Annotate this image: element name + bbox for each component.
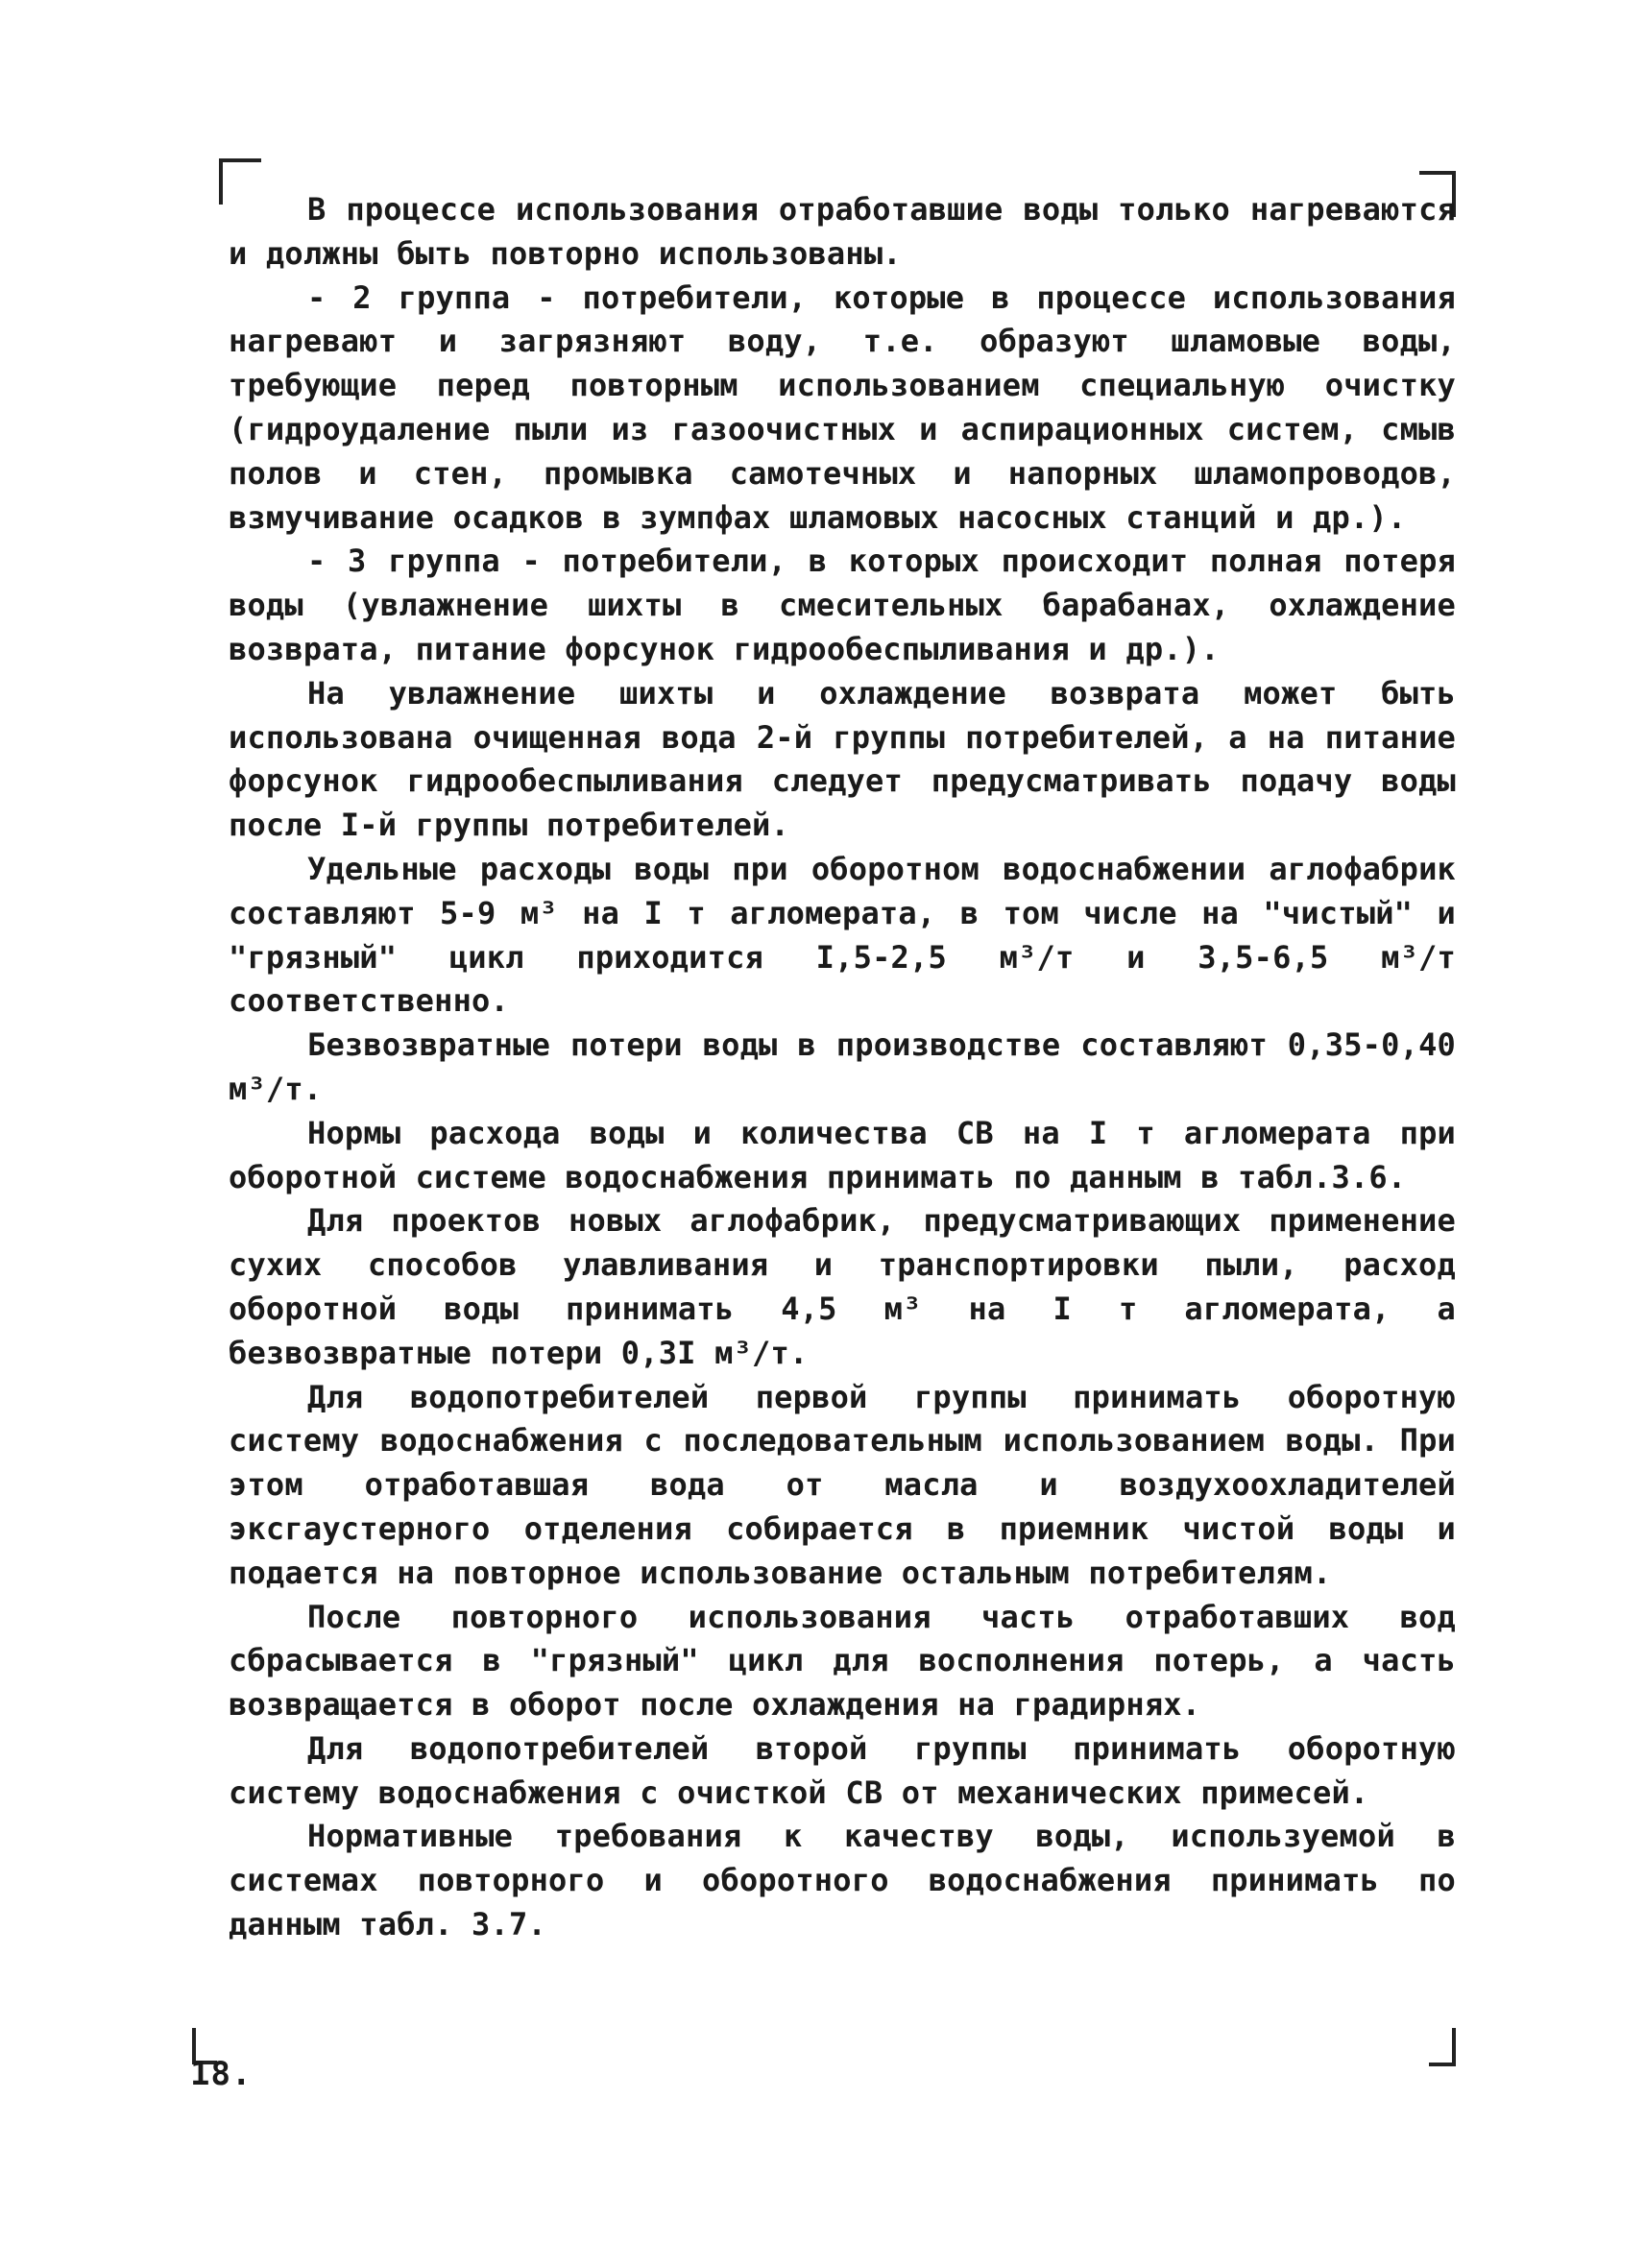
paragraph: На увлажнение шихты и охлаждение возврата может быть использована очищенная вода 2-й группы потребителей, а на питание форсунок гидрообеспыливания следует предусматривать подачу воды после I-й группы потребителей. [229, 674, 1456, 844]
body-text [229, 188, 1456, 1947]
paragraph: Безвозвратные потери воды в производстве составляют 0,35-0,40 м³/т. [229, 1026, 1456, 1107]
paragraph: После повторного использования часть отработавших вод сбрасывается в "грязный" цикл для восполнения потерь, а часть возвращается в оборот после охлаждения на градирнях. [229, 1598, 1456, 1724]
paragraph: Удельные расходы воды при оборотном водоснабжении аглофабрик составляют 5-9 м³ на I т агломерата, в том числе на "чистый" и "грязный" цикл приходится I,5-2,5 м³/т и 3,5-6,5 м³/т соответственно. [229, 850, 1456, 1020]
paragraph: Нормы расхода воды и количества СВ на I т агломерата при оборотной системе водоснабжения принимать по данным в табл.3.6. [229, 1114, 1456, 1195]
paragraph: Для водопотребителей первой группы принимать оборотную систему водоснабжения с последовательным использованием воды. При этом отработавшая вода от масла и воздухоохладителей эксгаустерного отделения собирается в приемник чистой воды и подается на повторное использование остальным потребителям. [229, 1378, 1456, 1591]
corner-mark-bottom-right [1429, 2028, 1456, 2066]
page-number: 18. [190, 2055, 253, 2093]
paragraph: - 2 группа - потребители, которые в процессе использования нагревают и загрязняют воду, т.е. образуют шламовые воды, требующие перед повторным использованием специальную очистку (гидроудаление пыли из газоочистных и аспирационных систем, смыв полов и стен, промывка самотечных и напорных шламопроводов, взмучивание осадков в зумпфах шламовых насосных станций и др.). [229, 278, 1456, 536]
paragraph: Для проектов новых аглофабрик, предусматривающих применение сухих способов улавливания и транспортировки пыли, расход оборотной воды принимать 4,5 м³ на I т агломерата, а безвозвратные потери 0,3I м³/т. [229, 1202, 1456, 1371]
paragraph: В процессе использования отработавшие воды только нагреваются и должны быть повторно использованы. [229, 191, 1456, 272]
paragraph: - 3 группа - потребители, в которых происходит полная потеря воды (увлажнение шихты в смесительных барабанах, охлаждение возврата, питание форсунок гидрообеспыливания и др.). [229, 543, 1456, 667]
paragraph: Нормативные требования к качеству воды, используемой в системах повторного и оборотного водоснабжения принимать по данным табл. 3.7. [229, 1818, 1456, 1943]
paragraph: Для водопотребителей второй группы принимать оборотную систему водоснабжения с очисткой СВ от механических примесей. [229, 1729, 1456, 1811]
